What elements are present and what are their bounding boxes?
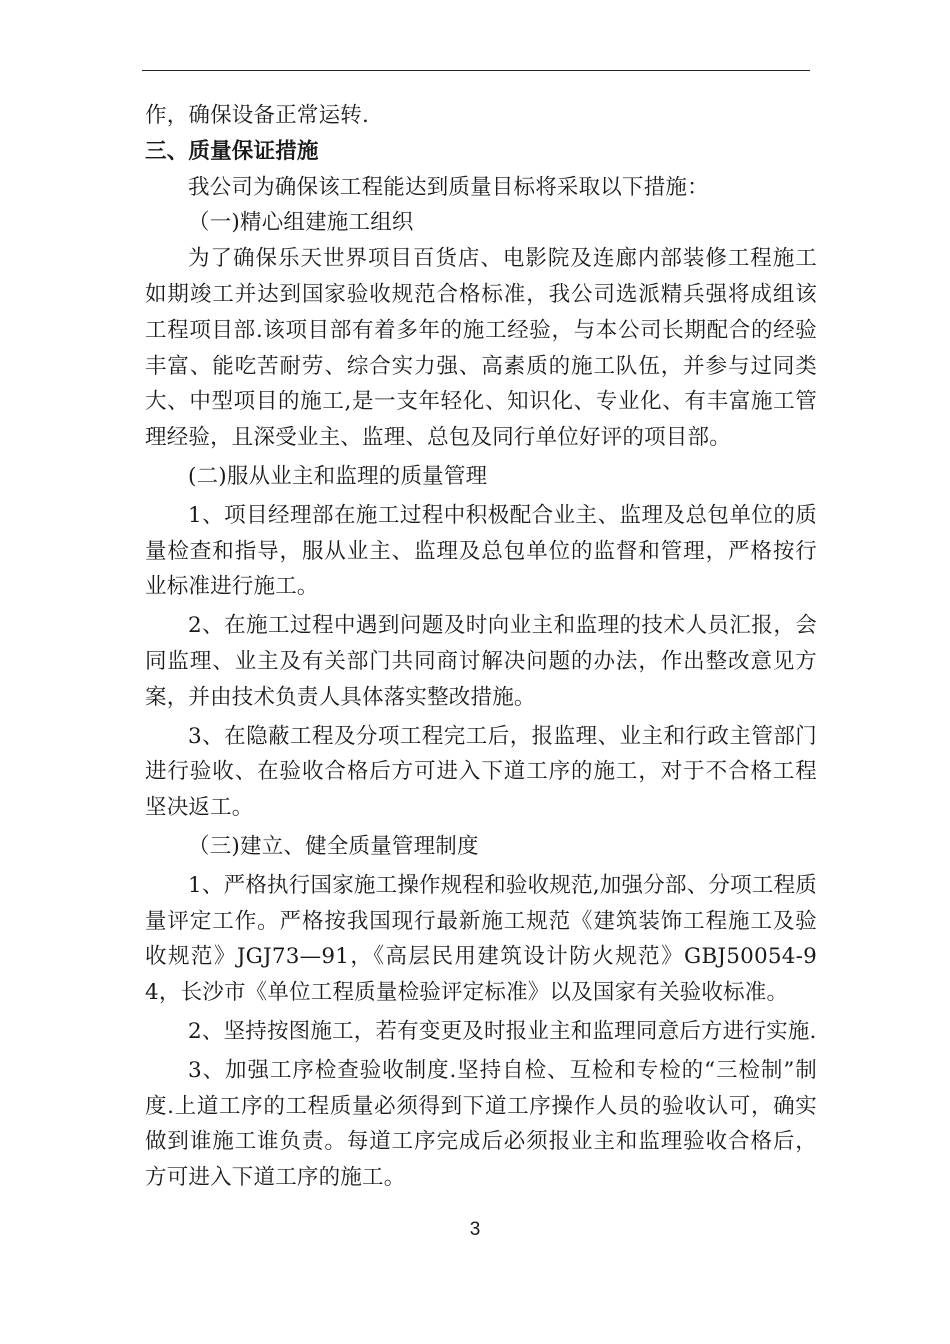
sub-two-item-2: 2、在施工过程中遇到问题及时向业主和监理的技术人员汇报，会同监理、业主及有关部门共同商讨解决问题的办法，作出整改意见方案，并由技术负责人具体落实整改措施。 — [145, 613, 817, 710]
sub-three-item-3: 3、加强工序检查验收制度.坚持自检、互检和专检的“三检制”制度.上道工序的工程质量必须得到下道工序操作人员的验收认可，确实做到谁施工谁负责。每道工序完成后必须报业主和监理验收合格后，方可进入下道工序的施工。 — [145, 1057, 817, 1191]
intro-paragraph: 我公司为确保该工程能达到质量目标将采取以下措施： — [188, 174, 709, 200]
section-three-heading: 三、质量保证措施 — [145, 138, 319, 164]
carryover-text: 作，确保设备正常运转. — [145, 103, 370, 128]
sub-one-paragraph: 为了确保乐天世界项目百货店、电影院及连廊内部装修工程施工如期竣工并达到国家验收规范合格标准，我公司选派精兵强将成组该工程项目部.该项目部有着多年的施工经验，与本公司长期配合的经验丰富、能吃苦耐劳、综合实力强、高素质的施工队伍，并参与过同类大、中型项目的施工,是一支年轻化、知识化、专业化、有丰富施工管理经验，且深受业主、监理、总包及同行单位好评的项目部。 — [145, 246, 817, 451]
sub-three-heading: （三)建立、健全质量管理制度 — [188, 833, 479, 859]
document-body — [145, 98, 817, 1196]
sub-two-item-3: 3、在隐蔽工程及分项工程完工后，报监理、业主和行政主管部门进行验收、在验收合格后方可进入下道工序的施工，对于不合格工程坚决返工。 — [145, 723, 817, 821]
header-rule — [142, 70, 810, 71]
sub-three-item-2: 2、坚持按图施工，若有变更及时报业主和监理同意后方进行实施. — [188, 1018, 817, 1044]
sub-two-item-1: 1、项目经理部在施工过程中积极配合业主、监理及总包单位的质量检查和指导，服从业主、监理及总包单位的监督和管理，严格按行业标准进行施工。 — [145, 502, 817, 600]
sub-three-item-1: 1、严格执行国家施工操作规程和验收规范,加强分部、分项工程质量评定工作。严格按我国现行最新施工规范《建筑装饰工程施工及验收规范》JGJ73—91，《高层民用建筑设计防火规范》GBJ50054-94，长沙市《单位工程质量检验评定标准》以及国家有关验收标准。 — [145, 872, 817, 1006]
sub-two-heading: (二)服从业主和监理的质量管理 — [188, 463, 488, 489]
sub-one-heading: （一)精心组建施工组织 — [188, 210, 414, 236]
page-number: 3 — [469, 1219, 481, 1240]
